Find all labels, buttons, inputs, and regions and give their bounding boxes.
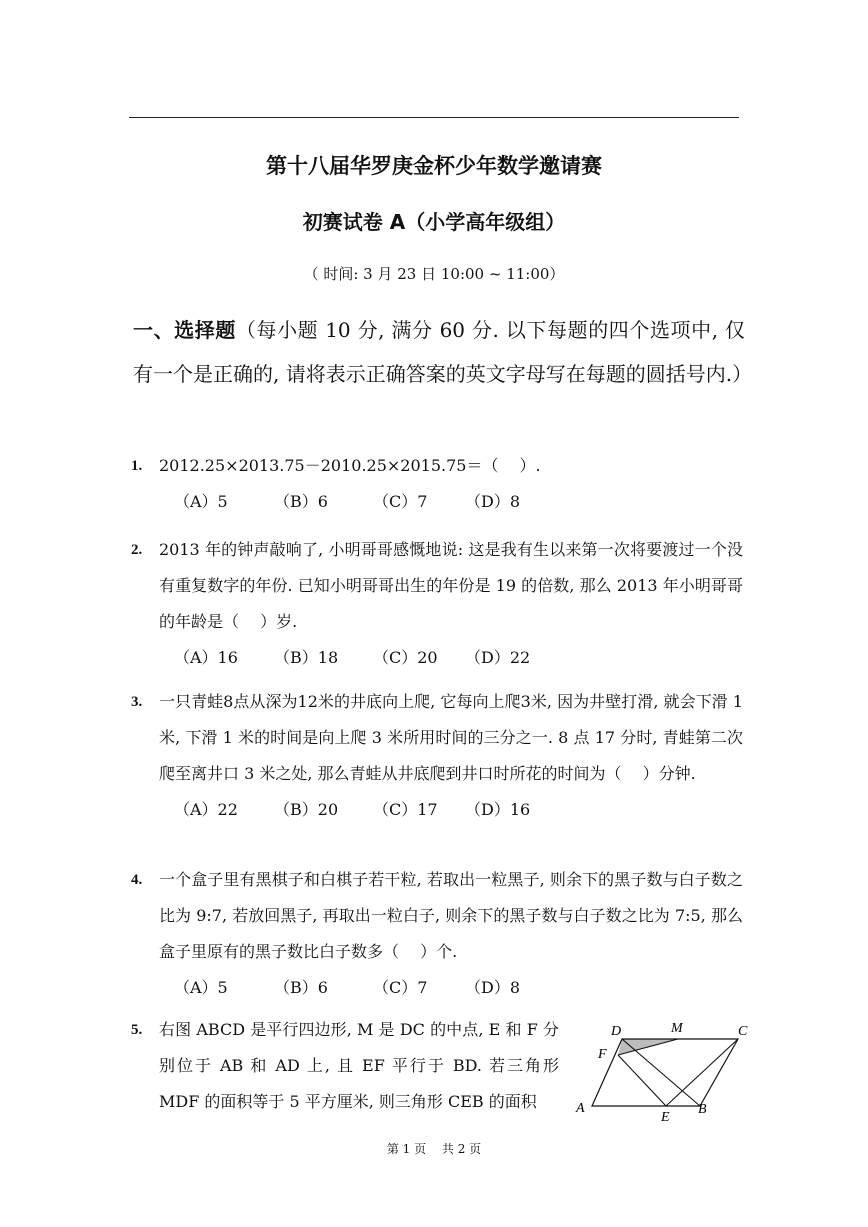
question-number: 1. [131,458,143,474]
question-2 [131,532,743,676]
question-text: 一个盒子里有黑棋子和白棋子若干粒, 若取出一粒黑子, 则余下的黑子数与白子数之比为 9:7, 若放回黑子, 再取出一粒白子, 则余下的黑子数与白子数之比为 7:5, 那么盒子里原有的黑子数比白子数多（ ）个. [159,870,743,961]
question-text: 2013 年的钟声敲响了, 小明哥哥感慨地说: 这是我有生以来第一次将要渡过一个没有重复数字的年份. 已知小明哥哥出生的年份是 19 的倍数, 那么 2013 年小明哥哥的年龄是（ ）岁. [159,540,743,631]
question-number: 3. [131,694,143,710]
label-c: C [738,1024,748,1039]
label-d: D [611,1024,622,1039]
option-c: （C）7 [373,978,428,997]
label-a: A [576,1101,585,1116]
page-footer: 第 1 页 共 2 页 [386,1142,482,1156]
label-e: E [661,1110,670,1124]
question-3 [131,684,743,828]
parallelogram-figure [570,1012,760,1124]
section-title: 一、选择题 [133,318,236,342]
question-options [174,970,743,1006]
option-b: （B）18 [274,648,339,667]
section-heading [133,308,753,396]
option-c: （C）20 [373,648,438,667]
label-m: M [671,1021,683,1036]
exam-subtitle: 初赛试卷 A（小学高年级组） [302,210,566,234]
option-b: （B）6 [274,978,328,997]
section-instructions: （每小题 10 分, 满分 60 分. 以下每题的四个选项中, 仅有一个是正确的, 请将表示正确答案的英文字母写在每题的圆括号内.） [133,318,753,386]
option-a: （A）5 [174,978,228,997]
option-c: （C）7 [373,492,428,511]
question-number: 2. [131,542,143,558]
question-text: 一只青蛙8点从深为12米的井底向上爬, 它每向上爬3米, 因为井壁打滑, 就会下滑 1 米, 下滑 1 米的时间是向上爬 3 米所用时间的三分之一. 8 点 17 分时, 青蛙第二次爬至离井口 3 米之处, 那么青蛙从井底爬到井口时所花的时间为（ ）分钟. [159,692,743,783]
option-a: （A）22 [174,800,238,819]
question-options [174,640,743,676]
option-d: （D）8 [465,978,521,997]
question-options [174,484,743,520]
exam-title: 第十八届华罗庚金杯少年数学邀请赛 [266,154,602,178]
option-c: （C）17 [373,800,438,819]
segment-db [622,1039,700,1106]
header-rule [129,117,739,118]
option-a: （A）16 [174,648,238,667]
option-d: （D）8 [465,492,521,511]
question-number: 5. [131,1022,143,1038]
exam-time: （ 时间: 3 月 23 日 10:00 ~ 11:00） [303,265,565,283]
parallelogram-abcd [592,1039,738,1106]
option-d: （D）22 [465,648,531,667]
question-1 [131,448,743,520]
question-4 [131,862,743,1006]
label-f: F [598,1047,607,1062]
question-number: 4. [131,872,143,888]
option-b: （B）6 [274,492,328,511]
question-text: 2012.25×2013.75－2010.25×2015.75＝（ ）. [159,456,541,475]
question-options [174,792,743,828]
segment-ec [666,1039,738,1106]
option-d: （D）16 [465,800,531,819]
question-text: 右图 ABCD 是平行四边形, M 是 DC 的中点, E 和 F 分别位于 AB 和 AD 上, 且 EF 平行于 BD. 若三角形 MDF 的面积等于 5 平方厘米, 则三角形 CEB 的面积 [159,1020,559,1111]
label-b: B [698,1102,707,1117]
option-a: （A）5 [174,492,228,511]
option-b: （B）20 [274,800,339,819]
segment-fe [618,1055,666,1106]
